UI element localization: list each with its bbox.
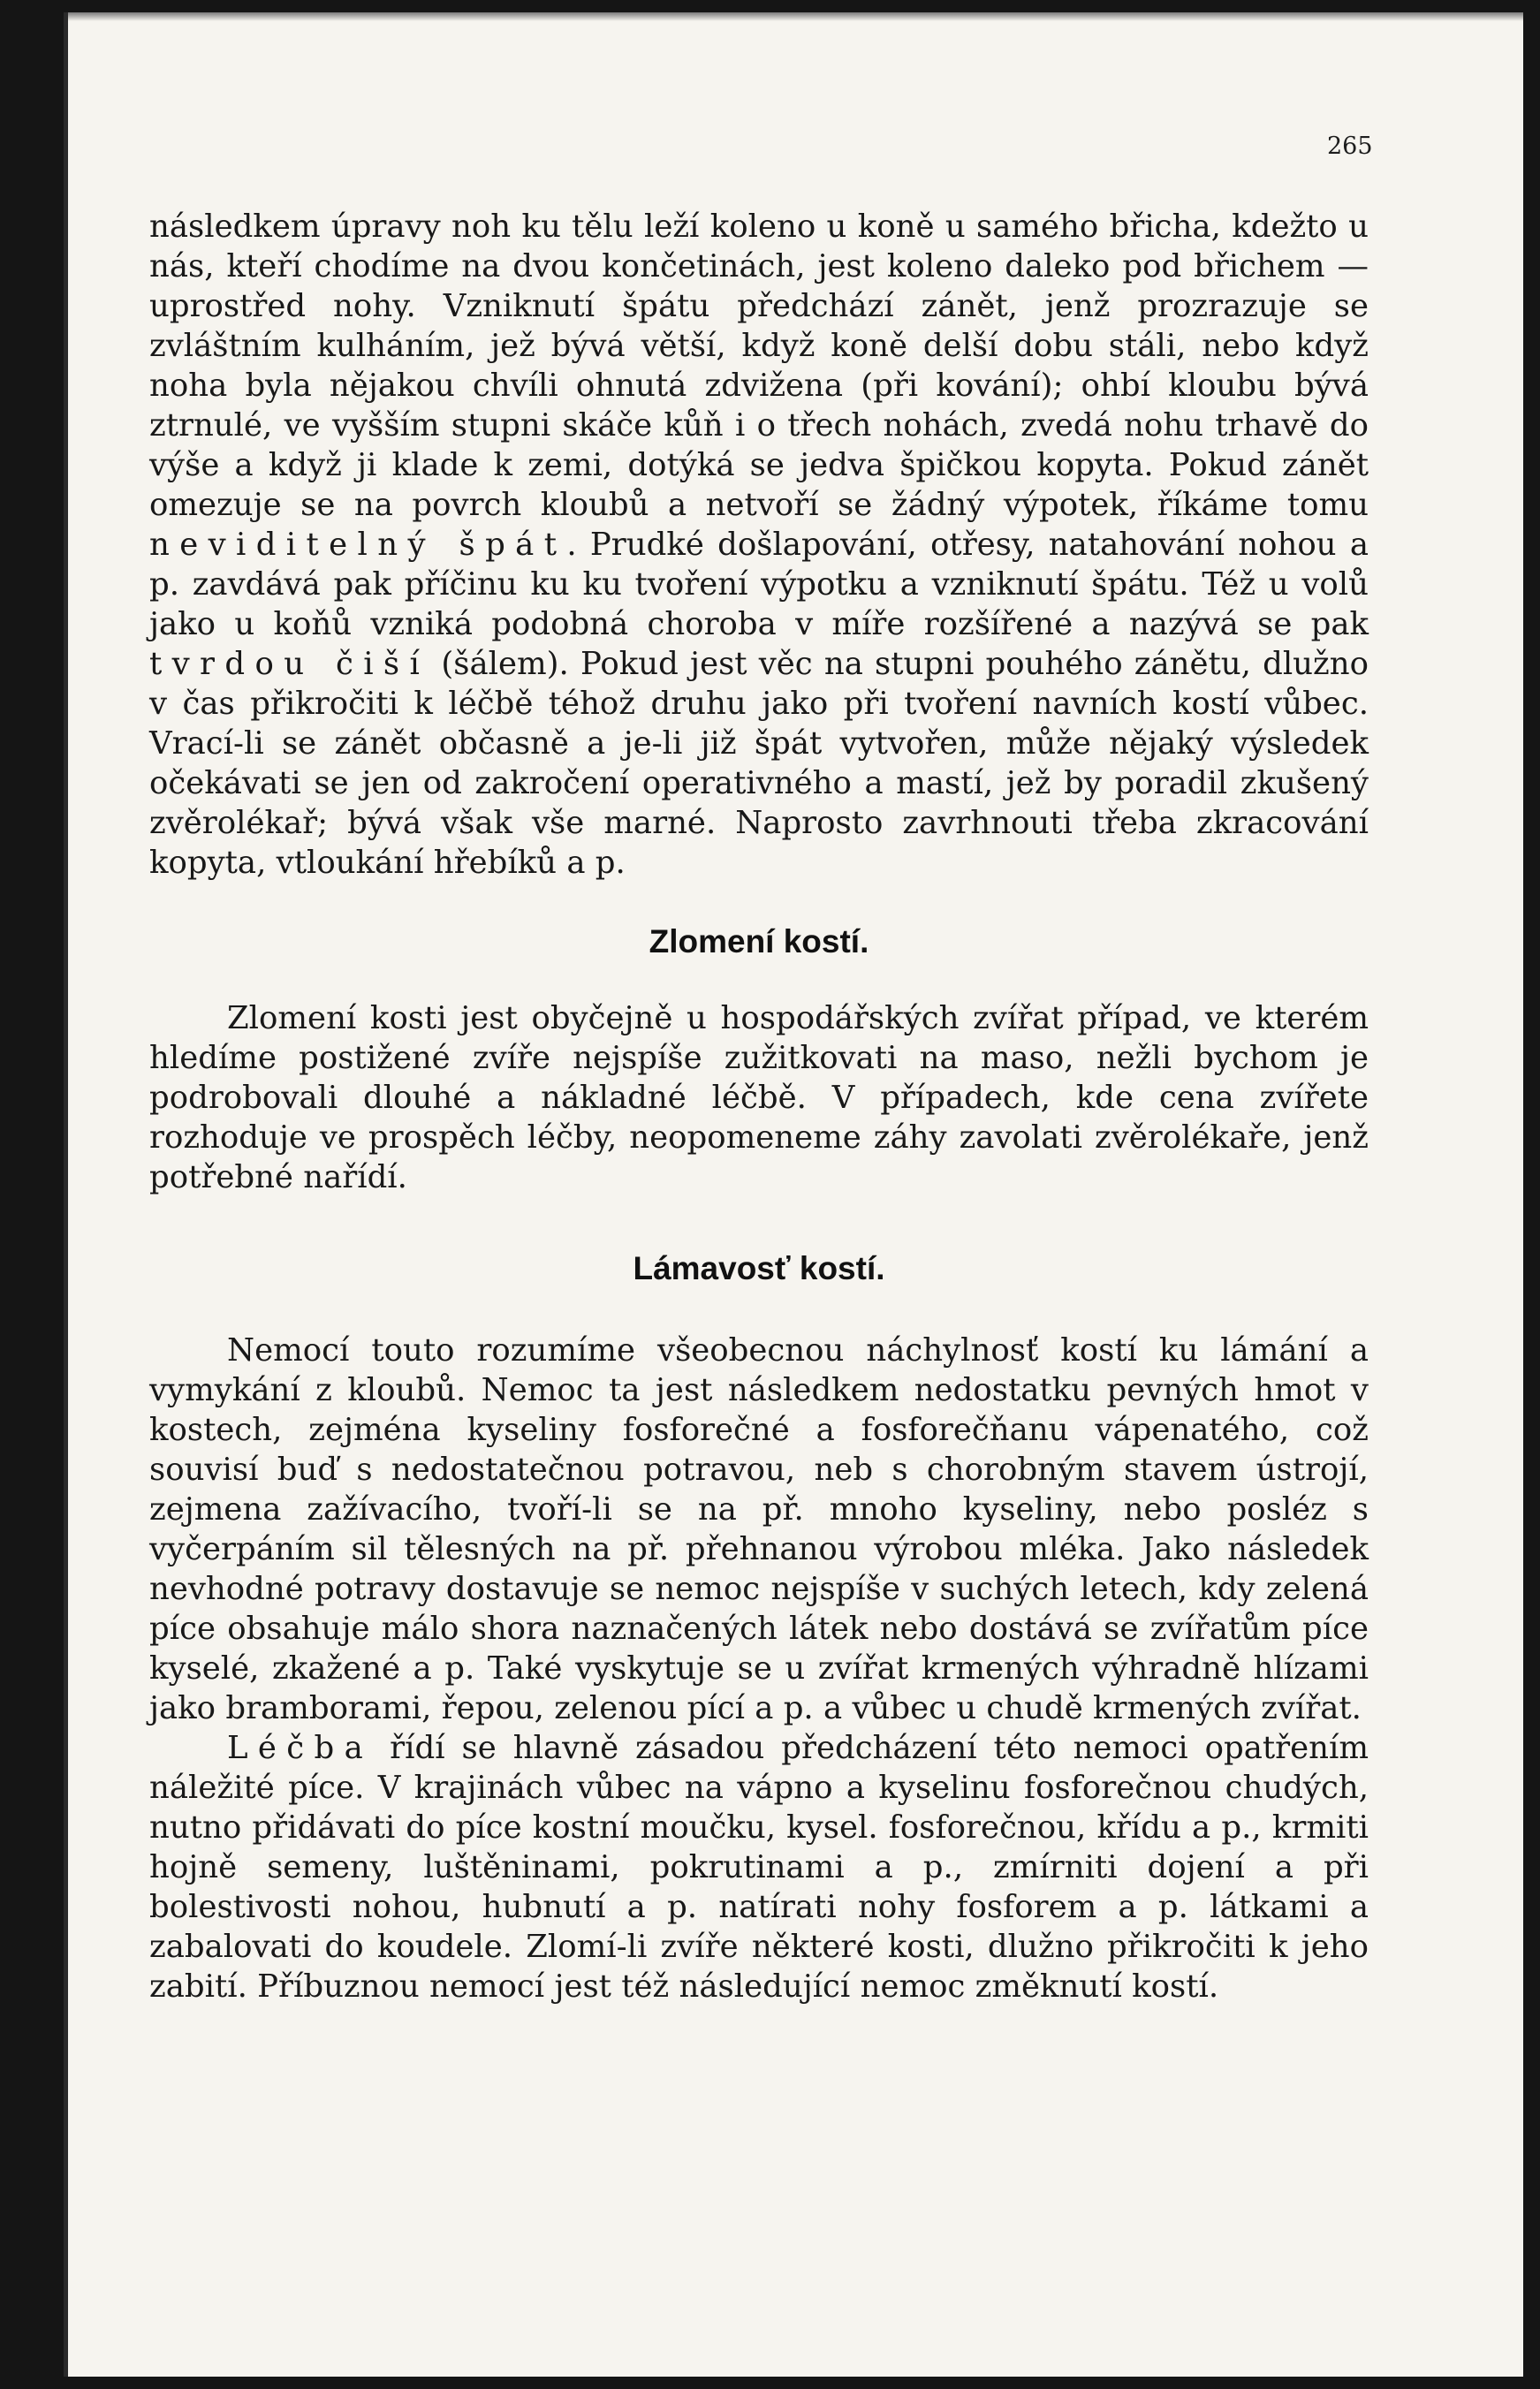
body-text xyxy=(149,207,1369,2006)
heading-lamavost-kosti: Lámavosť kostí. xyxy=(633,1250,885,1286)
paragraph-lecba: Léčba řídí se hlavně zásadou předcházení této nemoci opatřením náležité píce. V krajinách vůbec na vápno a kyselinu fosforečnou chudých, nutno přidávati do píce kostní moučku, kysel. fosforečnou, křídu a p., krmiti hojně semeny, luštěninami, pokrutinami a p., zmírniti dojení a při bolestivosti nohou, hubnutí a p. natírati nohy fosforem a p. látkami a zabalovati do koudele. Zlomí-li zvíře některé kosti, dlužno přikročiti k jeho zabití. Příbuznou nemocí jest též následující nemoc změknutí kostí. xyxy=(149,1730,1369,2005)
book-page xyxy=(64,12,1523,2377)
paragraph-lamavost: Nemocí touto rozumíme všeobecnou náchylnosť kostí ku lámání a vymykání z kloubů. Nemoc ta jest následkem nedostatku pevných hmot v kostech, zejména kyseliny fosforečné a fosforečňanu vápenatého, což souvisí buď s nedostatečnou potravou, neb s chorobným stavem ústrojí, zejmena zažívacího, tvoří-li se na př. mnoho kyseliny, nebo posléz s vyčerpáním sil tělesných na př. přehnanou výrobou mléka. Jako následek nevhodné potravy dostavuje se nemoc nejspíše v suchých letech, kdy zelená píce obsahuje málo shora naznačených látek nebo dostává se zvířatům píce kyselé, zkažené a p. Také vyskytuje se u zvířat krmených výhradně hlízami jako bramborami, řepou, zelenou pící a p. a vůbec u chudě krmených zvířat. xyxy=(149,1332,1369,1726)
term-lecba: Léčba xyxy=(227,1730,374,1766)
paragraph-spat: následkem úpravy noh ku tělu leží koleno u koně u samého břicha, kdežto u nás, kteří chodíme na dvou končetinách, jest koleno daleko pod břichem — uprostřed nohy. Vzniknutí špátu předchází zánět, jenž prozrazuje se zvláštním kulháním, jež bývá větší, když koně delší dobu stáli, nebo když noha byla nějakou chvíli ohnutá zdvižena (při kování); ohbí kloubu bývá ztrnulé, ve vyšším stupni skáče kůň i o třech nohách, zvedá nohu trhavě do výše a když ji klade k zemi, dotýká se jedva špičkou kopyta. Pokud zánět omezuje se na povrch kloubů a netvoří se žádný výpotek, říkáme tomu neviditelný špát. Prudké došlapování, otřesy, natahování nohou a p. zavdává pak příčinu ku ku tvoření výpotku a vzniknutí špátu. Též u volů jako u koňů vzniká podobná choroba v míře rozšířené a nazývá se pak tvrdou čiší (šálem). Pokud jest věc na stupni pouhého zánětu, dlužno v čas přikročiti k léčbě téhož druhu jako při tvoření navních kostí vůbec. Vrací-li se zánět občasně a je-li již špát vytvořen, může nějaký výsledek očekávati se jen od zakročení operativného a mastí, jež by poradil zkušený zvěrolékař; bývá však vše marné. Naprosto zavrhnouti třeba zkracování kopyta, vtloukání hřebíků a p. xyxy=(149,209,1369,881)
paragraph-zlomeni: Zlomení kosti jest obyčejně u hospodářských zvířat případ, ve kterém hledíme postižené zvíře nejspíše zužitkovati na maso, nežli bychom je podrobovali dlouhé a nákladné léčbě. V případech, kde cena zvířete rozhoduje ve prospěch léčby, neopomeneme záhy zavolati zvěrolékaře, jenž potřebné nařídí. xyxy=(149,1000,1369,1195)
heading-zlomeni-kosti: Zlomení kostí. xyxy=(649,923,869,959)
term-neviditelny-spat: neviditelný špát xyxy=(149,527,567,563)
scan-edge-shadow xyxy=(68,12,1523,21)
page-number: 265 xyxy=(1327,133,1373,160)
term-tvrdou-cisi: tvrdou čiší xyxy=(149,646,430,682)
